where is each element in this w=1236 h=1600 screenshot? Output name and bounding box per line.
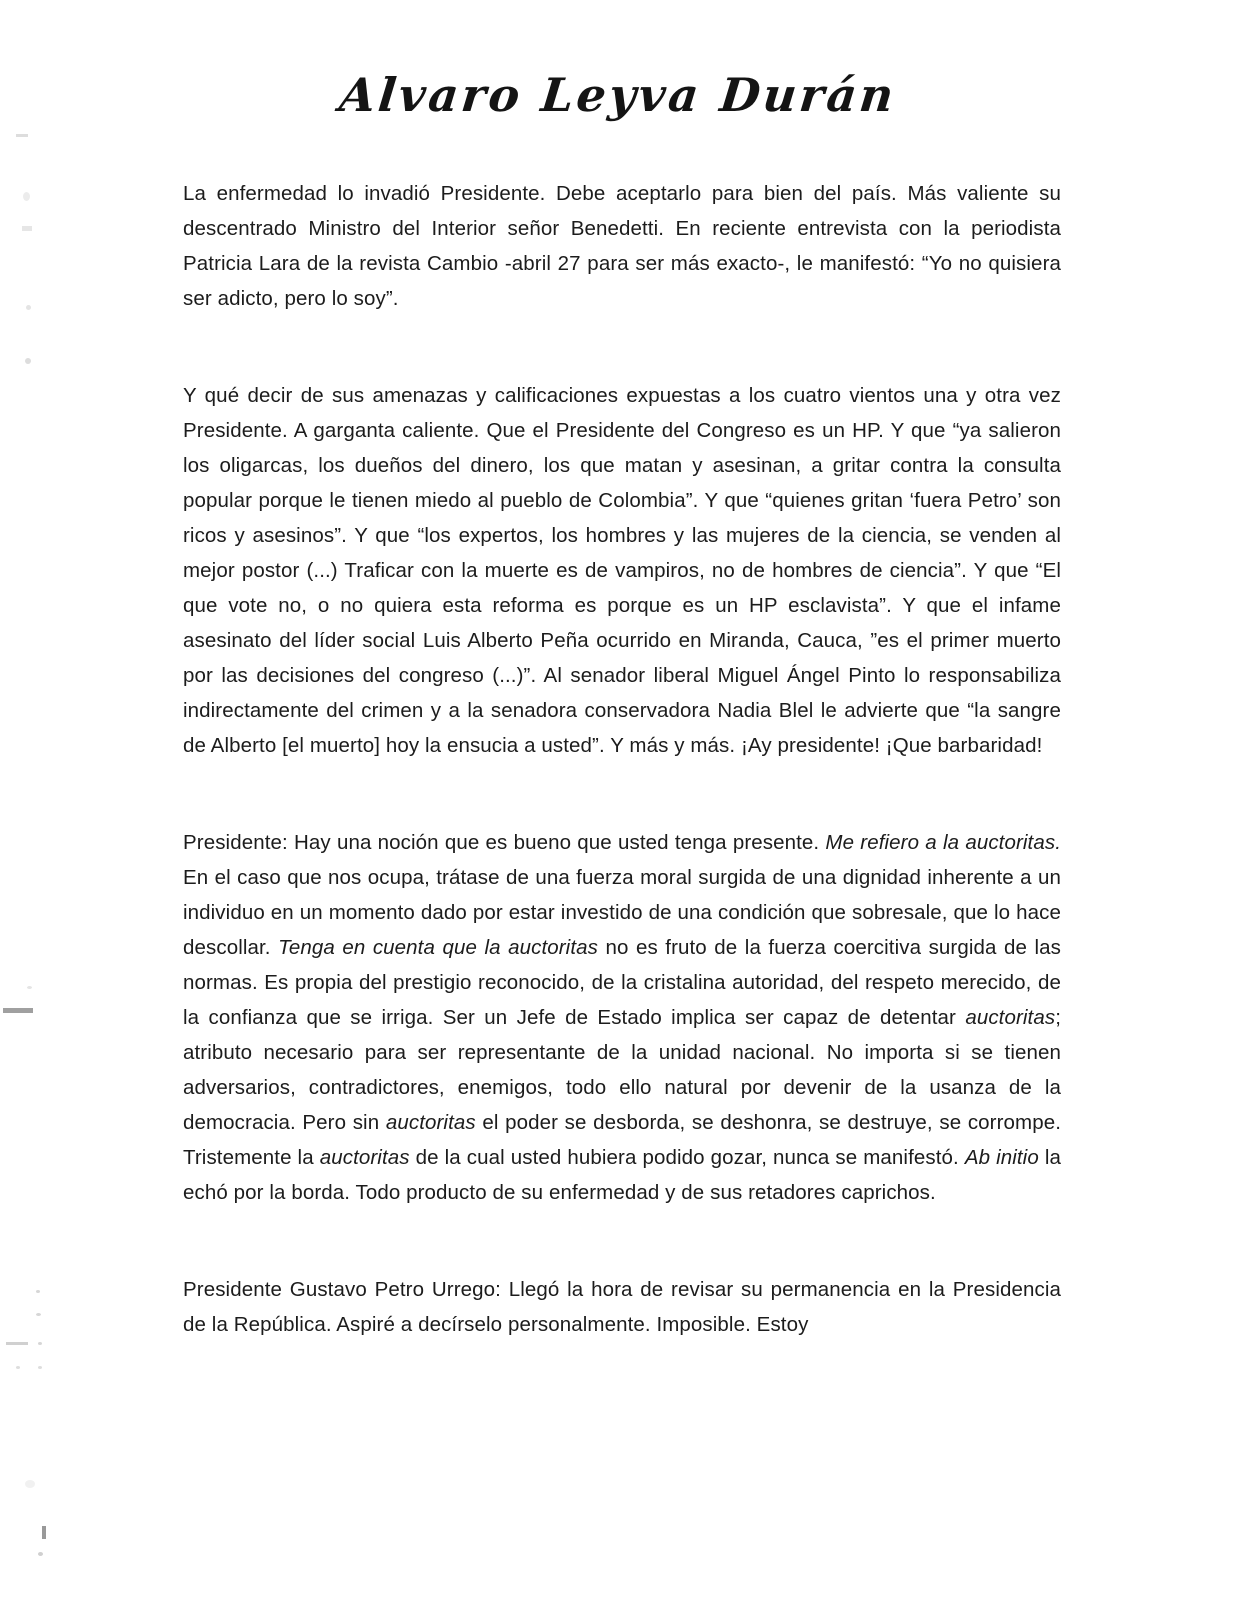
scan-artifact xyxy=(38,1552,43,1556)
scan-artifact xyxy=(25,358,31,364)
paragraph-2: Y qué decir de sus amenazas y calificaciones expuestas a los cuatro vientos una y otra vez Presidente. A garganta caliente. Que el Presidente del Congreso es un HP. Y que “ya salieron los oligarcas, los dueños del dinero, los que matan y asesinan, a gritar contra la consulta popular porque le tienen miedo al pueblo de Colombia”. Y que “quienes gritan ‘fuera Petro’ son ricos y asesinos”. Y que “los expertos, los hombres y las mujeres de la ciencia, se venden al mejor postor (...) Traficar con la muerte es de vampiros, no de hombres de ciencia”. Y que “El que vote no, o no quiera esta reforma es porque es un HP esclavista”. Y que el infame asesinato del líder social Luis Alberto Peña ocurrido en Miranda, Cauca, ”es el primer muerto por las decisiones del congreso (...)”. Al senador liberal Miguel Ángel Pinto lo responsabiliza indirectamente del crimen y a la senadora conservadora Nadia Blel le advierte que “la sangre de Alberto [el muerto] hoy la ensucia a usted”. Y más y más. ¡Ay presidente! ¡Que barbaridad! xyxy=(183,384,1061,757)
scan-artifact xyxy=(38,1366,42,1369)
scan-artifact xyxy=(16,134,28,137)
scan-artifact xyxy=(36,1313,41,1316)
scan-artifact xyxy=(23,192,30,201)
letter-body xyxy=(183,176,1061,1404)
scan-artifact xyxy=(38,1342,42,1345)
paragraph-3: Presidente: Hay una noción que es bueno que usted tenga presente. Me refiero a la auctoritas. En el caso que nos ocupa, trátase de una fuerza moral surgida de una dignidad inherente a un individuo en un momento dado por estar investido de una condición que sobresale, que lo hace descollar. Tenga en cuenta que la auctoritas no es fruto de la fuerza coercitiva surgida de las normas. Es propia del prestigio reconocido, de la cristalina autoridad, del respeto merecido, de la confianza que se irriga. Ser un Jefe de Estado implica ser capaz de detentar auctoritas; atributo necesario para ser representante de la unidad nacional. No importa si se tienen adversarios, contradictores, enemigos, todo ello natural por devenir de la usanza de la democracia. Pero sin auctoritas el poder se desborda, se deshonra, se destruye, se corrompe. Tristemente la auctoritas de la cual usted hubiera podido gozar, nunca se manifestó. Ab initio la echó por la borda. Todo producto de su enfermedad y de sus retadores caprichos. xyxy=(183,831,1061,1204)
scan-artifact xyxy=(27,986,32,989)
paragraph-1: La enfermedad lo invadió Presidente. Debe aceptarlo para bien del país. Más valiente su descentrado Ministro del Interior señor Benedetti. En reciente entrevista con la periodista Patricia Lara de la revista Cambio -abril 27 para ser más exacto-, le manifestó: “Yo no quisiera ser adicto, pero lo soy”. xyxy=(183,182,1061,310)
scan-artifact xyxy=(16,1366,20,1369)
scan-artifact xyxy=(36,1290,40,1293)
signature-letterhead: Alvaro Leyva Durán xyxy=(336,68,900,122)
scan-artifact xyxy=(22,226,32,231)
scan-artifact xyxy=(3,1008,33,1013)
scan-artifact xyxy=(42,1526,46,1539)
scan-artifact xyxy=(6,1342,28,1345)
paragraph-4: Presidente Gustavo Petro Urrego: Llegó la hora de revisar su permanencia en la Presidencia de la República. Aspiré a decírselo personalmente. Imposible. Estoy xyxy=(183,1278,1061,1336)
scan-artifact xyxy=(25,1480,35,1488)
scan-artifact xyxy=(26,305,31,310)
